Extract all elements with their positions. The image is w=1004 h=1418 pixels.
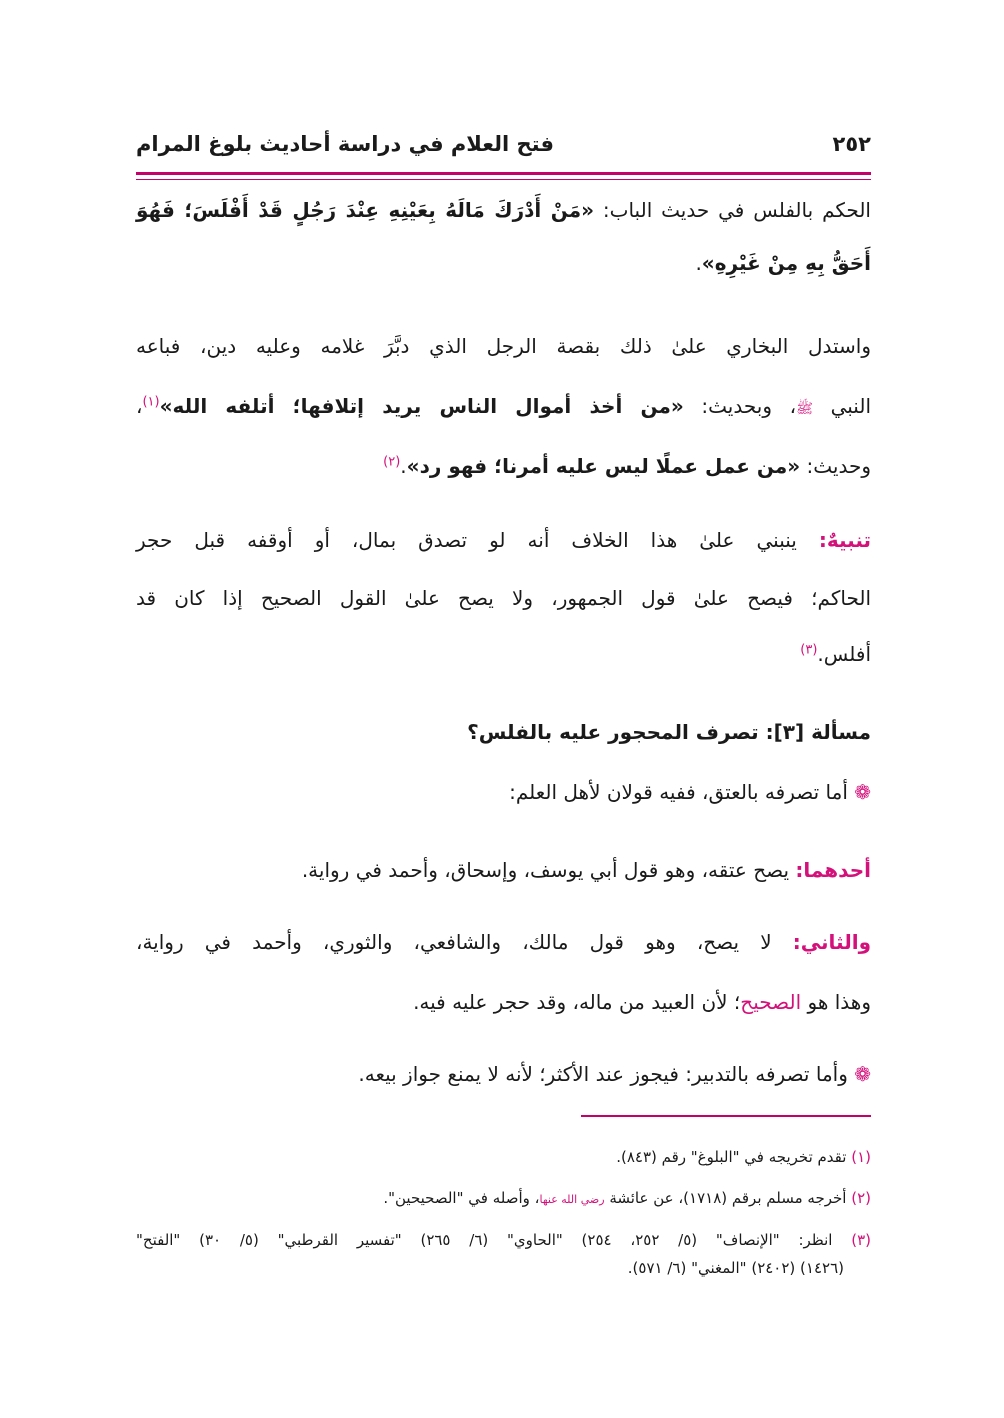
hadith-quote: «من عمل عملًا ليس عليه أمرنا؛ فهو رد» (406, 454, 801, 478)
running-title: فتح العلام في دراسة أحاديث بلوغ المرام (136, 132, 554, 156)
opinion-label-1: أحدهما: (795, 858, 871, 882)
paragraph-5 (302, 850, 871, 890)
footnote-number: (٢) (851, 1189, 871, 1207)
footnote-ref-1[interactable]: (١) (142, 394, 160, 410)
hadith-quote: «مَنْ أَدْرَكَ مَالَهُ بِعَيْنِهِ عِنْدَ رَجُلٍ قَدْ أَفْلَسَ؛ فَهُوَ (136, 198, 595, 222)
paragraph-3-line-3 (800, 634, 871, 674)
section-heading (467, 712, 871, 752)
hadith-quote-end: أَحَقُّ بِهِ مِنْ غَيْرِهِ» (701, 251, 871, 275)
paragraph-1-line-1 (136, 190, 871, 230)
footnote-rule (581, 1115, 871, 1117)
footnote-text: انظر: "الإنصاف" (٥/ ٢٥٢، ٢٥٤) "الحاوي" (٦/ ٢٦٥) "تفسير القرطبي" (٥/ ٣٠) "الفتح" (136, 1231, 852, 1249)
heading-text: تصرف المحجور عليه بالفلس؟ (467, 720, 766, 744)
paragraph-2-line-2 (136, 386, 871, 429)
paragraph-7 (358, 1054, 871, 1094)
footnote-text: ، وأصله في "الصحيحين". (383, 1189, 540, 1207)
text: يصح عتقه، وهو قول أبي يوسف، وإسحاق، وأحمد في رواية. (301, 858, 796, 882)
text: وحديث: (800, 454, 871, 478)
heading-number: مسألة [٣]: (765, 720, 871, 744)
text: ، (136, 394, 143, 418)
paragraph-3-line-2 (136, 578, 871, 618)
paragraph-3-line-1 (136, 520, 871, 560)
text: واستدل البخاري علىٰ ذلك بقصة الرجل الذي دبَّرَ غلامه وعليه دين، فباعه (136, 334, 871, 358)
paragraph-1-line-2 (695, 243, 871, 283)
footnote-ref-3[interactable]: (٣) (800, 642, 818, 658)
flower-bullet-icon: ❁ (854, 780, 871, 804)
footnote-3-line-2 (628, 1255, 844, 1281)
page-header (136, 128, 871, 168)
footnote-text: تقدم تخريجه في "البلوغ" رقم (٨٤٣). (616, 1148, 852, 1166)
text: . (695, 251, 702, 275)
footnote-text: (١٤٢٦) (٢٤٠٢) "المغني" (٦/ ٥٧١). (627, 1259, 844, 1277)
text: وهذا هو (801, 990, 871, 1014)
text: أفلس. (817, 642, 871, 666)
honorific-icon: ﷺ (796, 401, 813, 417)
footnote-1 (616, 1144, 871, 1170)
flower-bullet-icon: ❁ (854, 1062, 871, 1086)
paragraph-6-line-2 (413, 982, 871, 1022)
text: ؛ لأن العبيد من ماله، وقد حجر عليه فيه. (413, 990, 741, 1014)
footnote-ref-2[interactable]: (٢) (383, 454, 401, 470)
header-rule-thin (136, 179, 871, 180)
footnote-number: (١) (851, 1148, 871, 1166)
text: الحاكم؛ فيصح علىٰ قول الجمهور، ولا يصح علىٰ القول الصحيح إذا كان قد (136, 586, 871, 610)
footnote-3-line-1 (136, 1227, 871, 1253)
note-label: تنبيهٌ: (818, 528, 871, 552)
paragraph-2-line-1 (136, 326, 871, 366)
text: النبي (813, 394, 871, 418)
paragraph-4 (509, 772, 871, 812)
text: . (400, 454, 407, 478)
honorific-text: رضي الله عنها (539, 1193, 605, 1206)
preferred-label: الصحيح (740, 990, 802, 1014)
paragraph-6-line-1 (136, 922, 871, 962)
text: ، وبحديث: (683, 394, 797, 418)
text: ينبني علىٰ هذا الخلاف أنه لو تصدق بمال، أو أوقفه قبل حجر (136, 528, 819, 552)
page-number: ٢٥٢ (832, 132, 871, 156)
footnote-number: (٣) (851, 1231, 872, 1249)
footnote-2 (383, 1185, 871, 1213)
header-rule-thick (136, 172, 871, 175)
text: وأما تصرفه بالتدبير: فيجوز عند الأكثر؛ لأنه لا يمنع جواز بيعه. (358, 1062, 855, 1086)
text: الحكم بالفلس في حديث الباب: (594, 198, 871, 222)
paragraph-2-line-3 (383, 446, 871, 486)
footnote-text: أخرجه مسلم برقم (١٧١٨)، عن عائشة (604, 1189, 852, 1207)
opinion-label-2: والثاني: (792, 930, 871, 954)
text: أما تصرفه بالعتق، ففيه قولان لأهل العلم: (509, 780, 855, 804)
text: لا يصح، وهو قول مالك، والشافعي، والثوري، وأحمد في رواية، (136, 930, 793, 954)
hadith-quote: «من أخذ أموال الناس يريد إتلافها؛ أتلفه الله» (159, 394, 684, 418)
